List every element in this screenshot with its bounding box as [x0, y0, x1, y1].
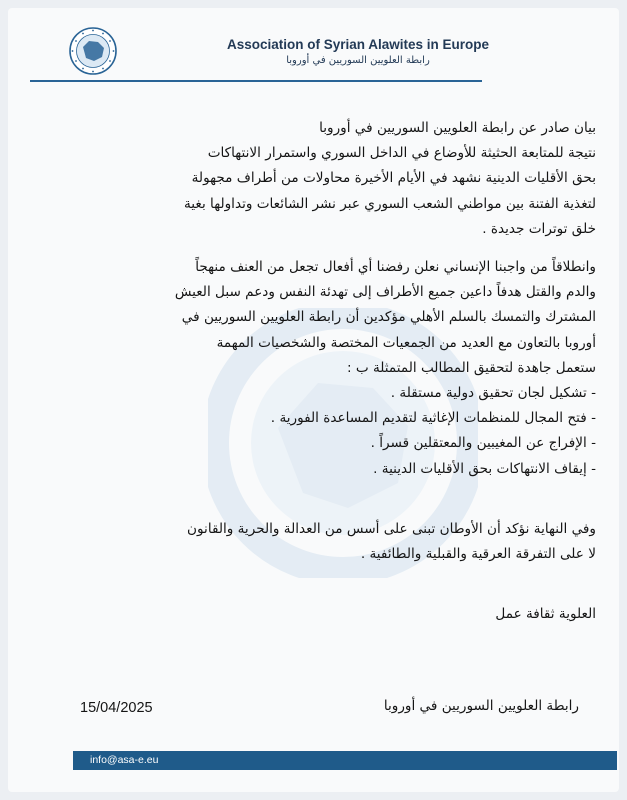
header-divider: [30, 80, 482, 82]
letter-page: [8, 8, 619, 792]
statement-body: [46, 116, 596, 627]
statement-line: ستعمل جاهدة لتحقيق المطالب المتمثلة ب :: [346, 359, 596, 376]
signer-name: رابطة العلويين السوريين في أوروبا: [383, 698, 579, 714]
demand-item: - الإفراج عن المغيبين والمعتقلين قسراً .: [370, 435, 596, 452]
statement-paragraph-position: [46, 255, 596, 381]
statement-line: نتيجة للمتابعة الحثيثة للأوضاع في الداخل السوري واستمرار الانتهاكات: [207, 145, 596, 162]
statement-line: أوروبا بالتعاون مع العديد من الجمعيات المختصة والشخصيات المهمة: [216, 334, 596, 351]
statement-line: وفي النهاية نؤكد أن الأوطان تبنى على أسس من العدالة والحرية والقانون: [187, 520, 596, 537]
demands-list: [46, 381, 596, 482]
statement-line: والدم والقتل هدفاً داعين جميع الأطراف إلى تهدئة النفس ودعم سبل العيش: [174, 284, 596, 301]
motto: العلوية ثقافة عمل: [495, 606, 596, 623]
demand-item: - إيقاف الانتهاكات بحق الأقليات الدينية .: [373, 460, 596, 477]
footer-email-link[interactable]: info@asa-e.eu: [90, 754, 159, 766]
statement-date: 15/04/2025: [80, 700, 153, 716]
statement-line: وانطلاقاً من واجبنا الإنساني نعلن رفضنا أي أفعال تجعل من العنف منهجاً: [195, 259, 596, 276]
statement-line: بحق الأقليات الدينية نشهد في الأيام الأخيرة محاولات من أطراف مجهولة: [191, 170, 596, 187]
org-name-arabic: رابطة العلويين السوريين في أوروبا: [286, 55, 430, 66]
statement-paragraph-intro: [46, 116, 596, 242]
demand-item: - تشكيل لجان تحقيق دولية مستقلة .: [390, 385, 596, 402]
association-logo: [68, 26, 118, 76]
statement-line: لا على التفرقة العرقية والقبلية والطائفية .: [360, 546, 596, 563]
statement-line: المشترك والتمسك بالسلم الأهلي مؤكدين أن رابطة العلويين السوريين في: [181, 309, 596, 326]
statement-line: بيان صادر عن رابطة العلويين السوريين في أوروبا: [319, 120, 596, 136]
statement-line: خلق توترات جديدة .: [482, 220, 596, 237]
org-name-english: Association of Syrian Alawites in Europe: [226, 37, 490, 52]
statement-conclusion: [46, 517, 596, 567]
statement-line: لتغذية الفتنة بين مواطني الشعب السوري عبر نشر الشائعات وتداولها بغية: [184, 195, 596, 212]
demand-item: - فتح المجال للمنظمات الإغاثية لتقديم المساعدة الفورية .: [270, 410, 596, 427]
